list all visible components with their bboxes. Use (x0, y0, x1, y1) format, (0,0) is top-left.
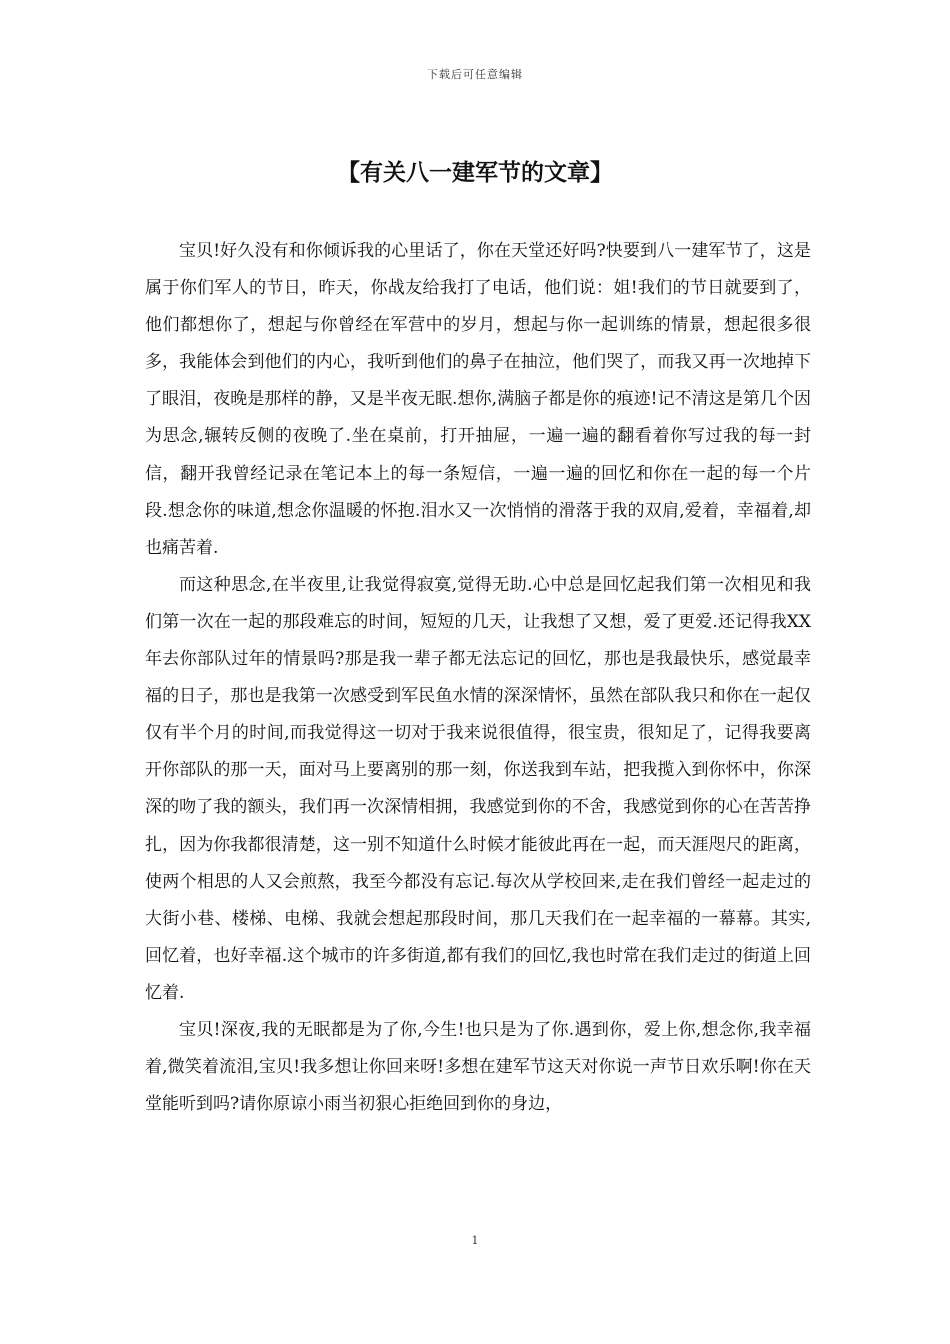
document-title: 【有关八一建军节的文章】 (337, 160, 613, 186)
page-number: 1 (471, 1234, 479, 1247)
paragraph-1: 宝贝!好久没有和你倾诉我的心里话了，你在天堂还好吗?快要到八一建军节了，这是属于你们军人的节日，昨天，你战友给我打了电话，他们说：姐!我们的节日就要到了，他们都想你了，想起与你曾经在军营中的岁月，想起与你一起训练的情景，想起很多很多，我能体会到他们的内心，我听到他们的鼻子在抽泣，他们哭了，而我又再一次地掉下了眼泪，夜晚是那样的静，又是半夜无眠.想你,满脑子都是你的痕迹!记不清这是第几个因为思念,辗转反侧的夜晚了.坐在桌前，打开抽屉，一遍一遍的翻看着你写过我的每一封信，翻开我曾经记录在笔记本上的每一条短信，一遍一遍的回忆和你在一起的每一个片段.想念你的味道,想念你温暖的怀抱.泪水又一次悄悄的滑落于我的双肩,爱着，幸福着,却也痛苦着. (145, 241, 811, 558)
document-body (145, 233, 811, 1123)
page-header: 下载后可任意编辑 (427, 68, 523, 81)
paragraph-2: 而这种思念,在半夜里,让我觉得寂寞,觉得无助.心中总是回忆起我们第一次相见和我们第一次在一起的那段难忘的时间，短短的几天，让我想了又想，爱了更爱.还记得我XX年去你部队过年的情景吗?那是我一辈子都无法忘记的回忆，那也是我最快乐，感觉最幸福的日子，那也是我第一次感受到军民鱼水情的深深情怀，虽然在部队我只和你在一起仅仅有半个月的时间,而我觉得这一切对于我来说很值得，很宝贵，很知足了，记得我要离开你部队的那一天，面对马上要离别的那一刻，你送我到车站，把我揽入到你怀中，你深深的吻了我的额头，我们再一次深情相拥，我感觉到你的不舍，我感觉到你的心在苦苦挣扎，因为你我都很清楚，这一别不知道什么时候才能彼此再在一起，而天涯咫尺的距离，使两个相思的人又会煎熬，我至今都没有忘记.每次从学校回来,走在我们曾经一起走过的大街小巷、楼梯、电梯、我就会想起那段时间，那几天我们在一起幸福的一幕幕。其实,回忆着，也好幸福.这个城市的许多街道,都有我们的回忆,我也时常在我们走过的街道上回忆着. (145, 574, 811, 1003)
paragraph-3: 宝贝!深夜,我的无眠都是为了你,今生!也只是为了你.遇到你，爱上你,想念你,我幸福着,微笑着流泪,宝贝!我多想让你回来呀!多想在建军节这天对你说一声节日欢乐啊!你在天堂能听到吗?请你原谅小雨当初狠心拒绝回到你的身边， (145, 1019, 811, 1115)
